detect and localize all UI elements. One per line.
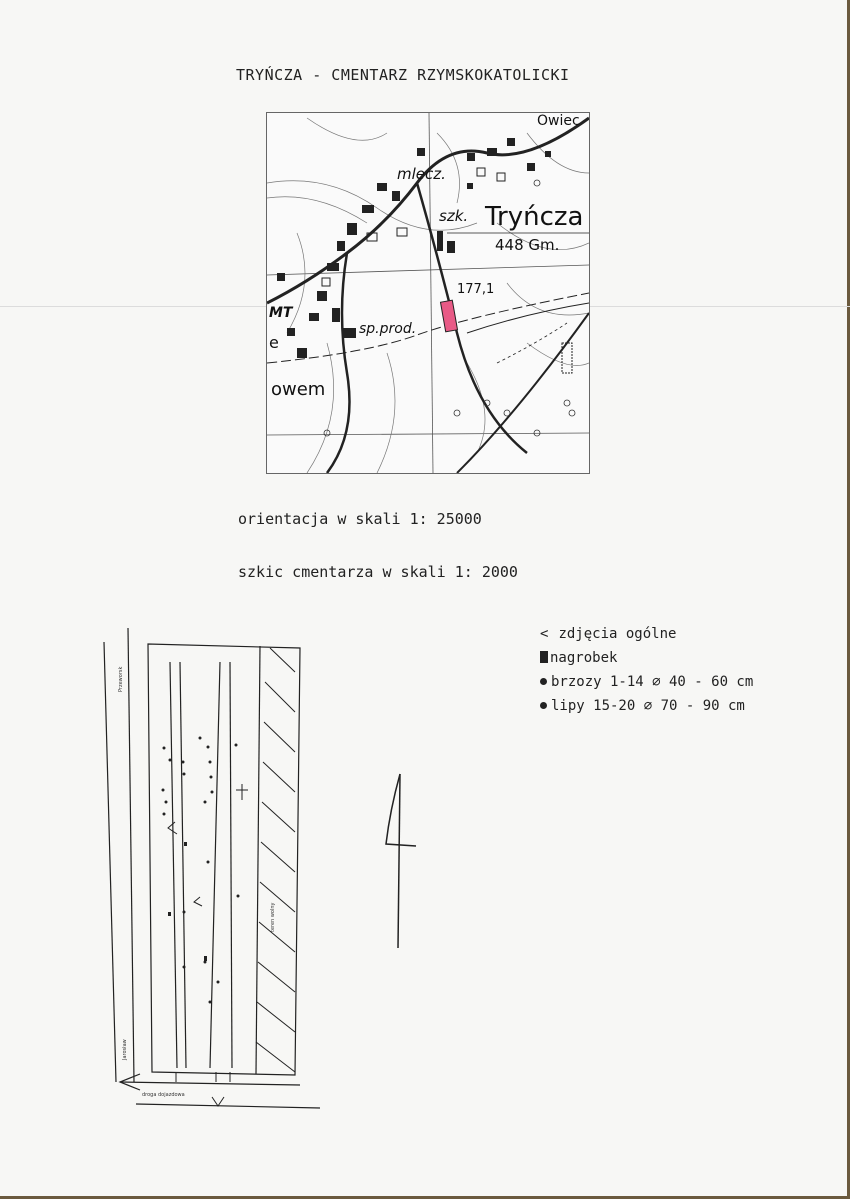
sketch-symbols [168, 784, 248, 1106]
map-place-name: Tryńcza [485, 202, 584, 232]
legend-row-linden [540, 694, 753, 718]
road-label-jaroslaw: Jarosław [122, 1039, 128, 1060]
road-label-access: droga dojazdowa [142, 1092, 185, 1098]
map-place-subtitle: 448 Gm. [495, 236, 560, 254]
birch-dot-icon [540, 678, 547, 685]
sketch-drawing [80, 612, 340, 1152]
legend-grave-label: nagrobek [550, 650, 618, 666]
legend-row-grave [540, 646, 753, 670]
legend-birch-label: brzozy 1-14 ⌀ 40 - 60 cm [551, 674, 754, 690]
legend-photos-label: zdjęcia ogólne [558, 626, 677, 642]
caption-sketch: szkic cmentarza w skali 1: 2000 [238, 563, 518, 581]
map-label-sp-prod: sp.prod. [359, 321, 417, 337]
legend-row-birch [540, 670, 753, 694]
linden-dot-icon [540, 702, 547, 709]
legend-row-photos [540, 622, 753, 646]
north-arrow [380, 770, 420, 960]
map-drawing [267, 113, 589, 473]
sketch-lines [104, 628, 320, 1108]
photo-direction-icon: < [540, 626, 549, 642]
map-label-szk: szk. [439, 207, 469, 225]
map-label-elevation: 177,1 [457, 282, 495, 297]
document-title: TRYŃCZA - CMENTARZ RZYMSKOKATOLICKI [236, 66, 570, 84]
cemetery-sketch [80, 612, 340, 1152]
legend-linden-label: lipy 15-20 ⌀ 70 - 90 cm [551, 698, 745, 714]
map-outline-buildings [322, 168, 572, 373]
road-label-przeworsk: Przeworsk [118, 666, 124, 692]
map-label-mt: MT [269, 305, 293, 321]
map-label-mlecz: mlecz. [397, 165, 446, 183]
map-label-e: e [269, 333, 279, 352]
map-label-owem: owem [271, 379, 326, 400]
legend [540, 622, 753, 718]
cemetery-marker [440, 300, 457, 332]
sketch-hatching [256, 648, 295, 1072]
caption-orientation: orientacja w skali 1: 25000 [238, 510, 482, 528]
topographic-map [266, 112, 590, 474]
north-arrow-icon [380, 770, 420, 960]
grave-icon [540, 651, 548, 663]
field-label: teren wolny [270, 902, 276, 932]
map-label-owiec: Owiec [537, 113, 580, 129]
